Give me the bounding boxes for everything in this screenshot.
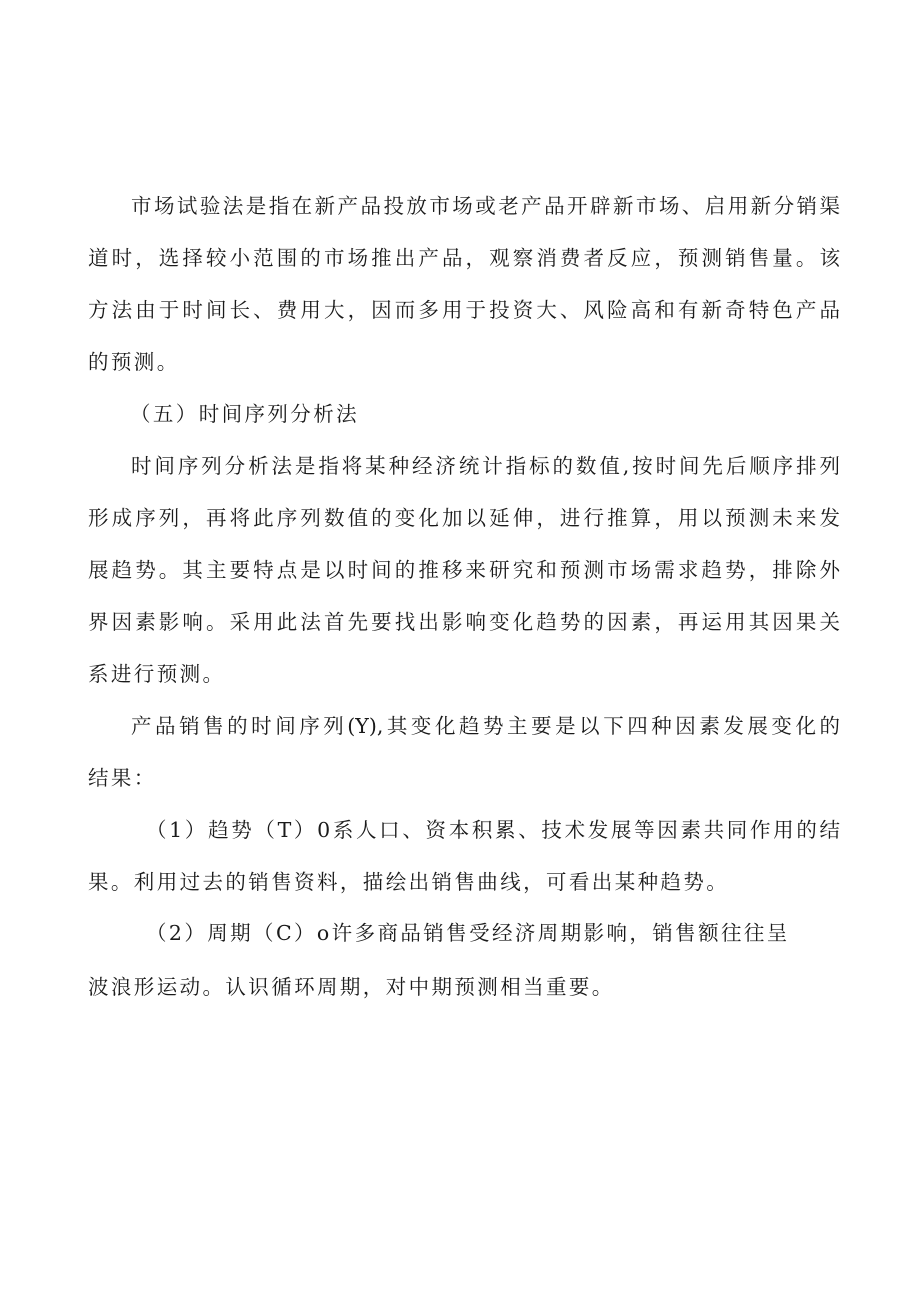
- text-line: 系进行预测。: [88, 662, 226, 686]
- text-line: 结果：: [88, 766, 157, 790]
- paragraph-time-series: [88, 440, 840, 700]
- text-line: 时间序列分析法是指将某种经济统计指标的数值,按时间先后顺序排列: [131, 454, 840, 478]
- text-line: 界因素影响。采用此法首先要找出影响变化趋势的因素，再运用其因果关: [88, 610, 840, 634]
- text-line: 波浪形运动。认识循环周期，对中期预测相当重要。: [88, 975, 615, 999]
- paragraph-cycle: [88, 907, 840, 1013]
- text-line: 市场试验法是指在新产品投放市场或老产品开辟新市场、启用新分销渠: [131, 194, 840, 218]
- text-line: （1）趋势（T）0系人口、资本积累、技术发展等因素共同作用的结: [146, 818, 840, 842]
- paragraph-trend: [88, 804, 840, 908]
- text-line: 的预测。: [88, 350, 180, 374]
- text-line: （2）周期（C）o许多商品销售受经济周期影响，销售额往往呈: [146, 921, 790, 945]
- text-line: 果。利用过去的销售资料，描绘出销售曲线，可看出某种趋势。: [88, 870, 730, 894]
- section-heading: [88, 388, 840, 440]
- text-line: 展趋势。其主要特点是以时间的推移来研究和预测市场需求趋势，排除外: [88, 558, 840, 582]
- paragraph-sales-series: [88, 700, 840, 804]
- text-line: 道时，选择较小范围的市场推出产品，观察消费者反应，预测销售量。该: [88, 246, 840, 270]
- text-line: 产品销售的时间序列(Y),其变化趋势主要是以下四种因素发展变化的: [131, 714, 840, 738]
- paragraph-market-test: [88, 180, 840, 388]
- text-line: 方法由于时间长、费用大，因而多用于投资大、风险高和有新奇特色产品: [88, 298, 840, 322]
- heading-text: （五）时间序列分析法: [130, 402, 359, 426]
- text-line: 形成序列，再将此序列数值的变化加以延伸，进行推算，用以预测未来发: [88, 506, 840, 530]
